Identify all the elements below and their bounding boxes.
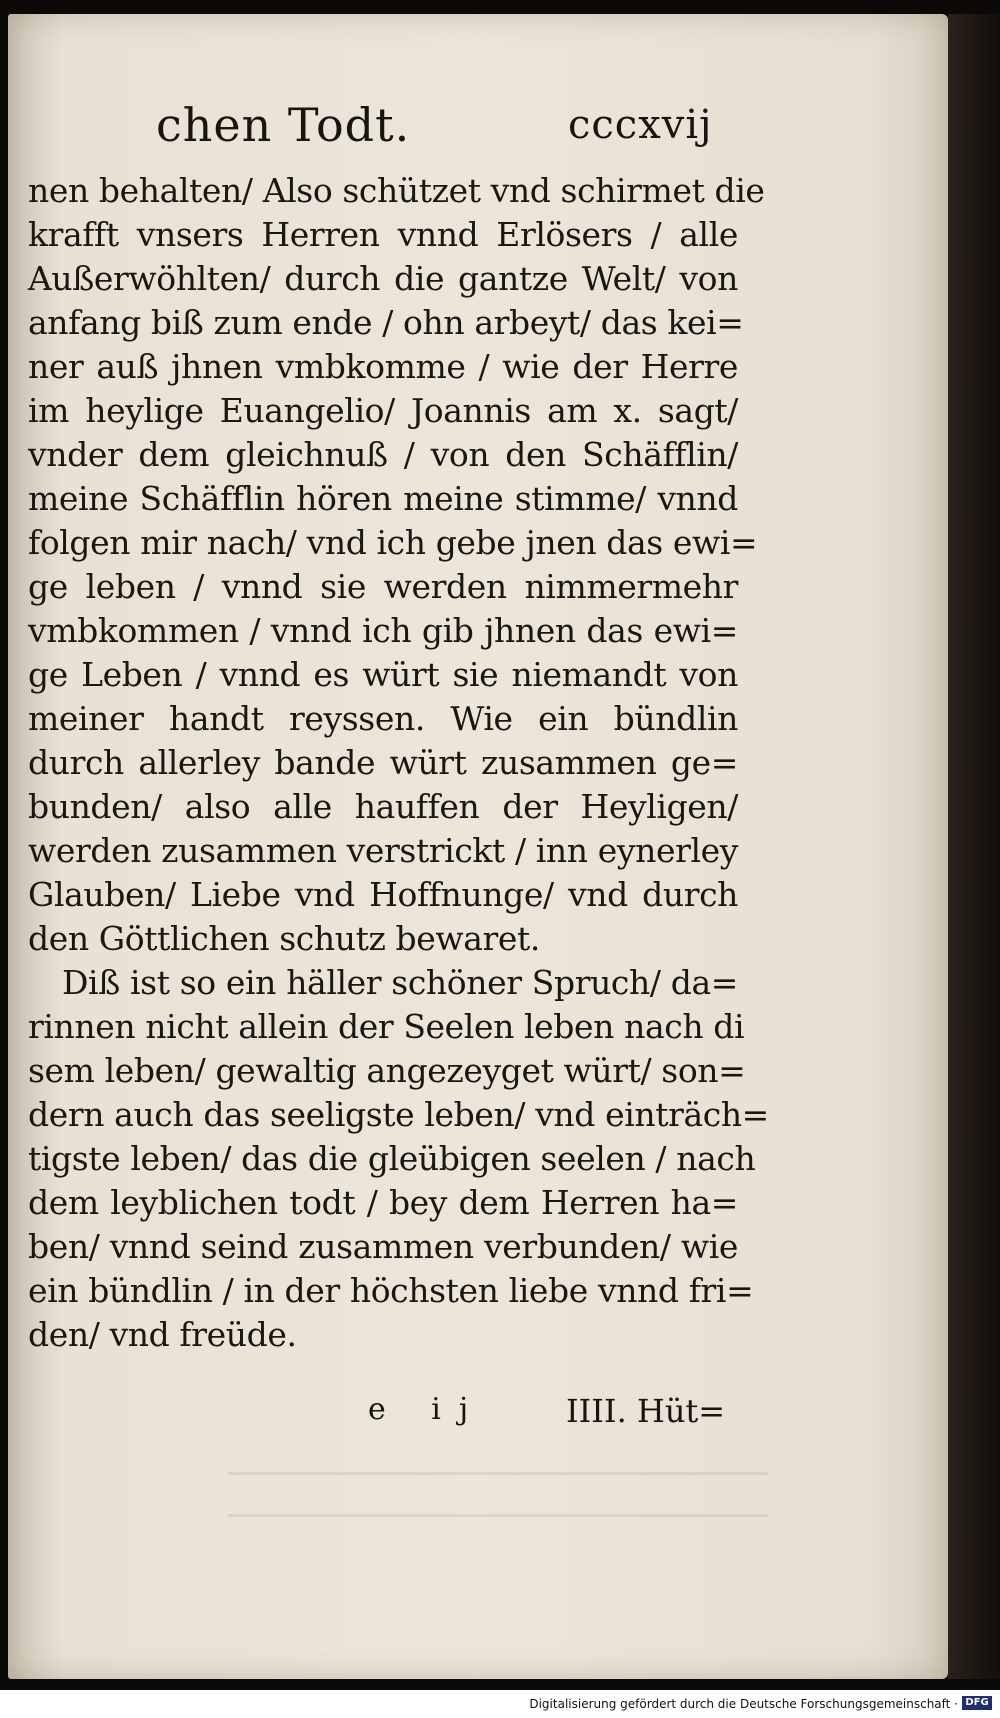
book-page <box>8 14 948 1679</box>
text-line: werden zusammen verstrickt / inn eynerley <box>28 831 738 870</box>
text-line: den/ vnd freüde. <box>28 1315 297 1354</box>
page-footer <box>8 1392 948 1442</box>
text-line: Diß ist so ein häller schöner Spruch/ da= <box>62 963 738 1002</box>
text-line: dem leyblichen todt / bey dem Herren ha= <box>28 1183 738 1222</box>
text-line: Glauben/ Liebe vnd Hoffnunge/ vnd durch <box>28 875 738 914</box>
text-line: bunden/ also alle hauffen der Heyligen/ <box>28 787 738 826</box>
text-line: Außerwöhlten/ durch die gantze Welt/ von <box>28 259 738 298</box>
page-header <box>8 98 948 168</box>
folio-number: cccxvij <box>568 102 713 148</box>
text-line: ge leben / vnnd sie werden nimmermehr <box>28 567 738 606</box>
book-edge <box>948 14 1000 1679</box>
dfg-logo: DFG <box>962 1696 992 1710</box>
text-line: vnder dem gleichnuß / von den Schäfflin/ <box>28 435 738 474</box>
text-line: meiner handt reyssen. Wie ein bündlin <box>28 699 738 738</box>
text-line: ein bündlin / in der höchsten liebe vnnd fri= <box>28 1271 754 1310</box>
text-line: den Göttlichen schutz bewaret. <box>28 919 540 958</box>
text-line: anfang biß zum ende / ohn arbeyt/ das kei= <box>28 303 744 342</box>
text-line: im heylige Euangelio/ Joannis am x. sagt/ <box>28 391 738 430</box>
text-line: dern auch das seeligste leben/ vnd einträch= <box>28 1095 769 1134</box>
running-head: chen Todt. <box>156 98 411 152</box>
text-line: ben/ vnnd seind zusammen verbunden/ wie <box>28 1227 738 1266</box>
text-line: nen behalten/ Also schützet vnd schirmet die <box>28 171 765 210</box>
text-line: tigste leben/ das die gleübigen seelen / nach <box>28 1139 756 1178</box>
catchword: IIII. Hüt= <box>566 1392 726 1430</box>
text-line: sem leben/ gewaltig angezeyget würt/ son= <box>28 1051 746 1090</box>
text-line: vmbkommen / vnnd ich gib jhnen das ewi= <box>28 611 738 650</box>
text-line: krafft vnsers Herren vnnd Erlösers / alle <box>28 215 738 254</box>
text-line: folgen mir nach/ vnd ich gebe jnen das ewi= <box>28 523 758 562</box>
text-line: ge Leben / vnnd es würt sie niemandt von <box>28 655 738 694</box>
text-line: durch allerley bande würt zusammen ge= <box>28 743 738 782</box>
text-line: ner auß jhnen vmbkomme / wie der Herre <box>28 347 738 386</box>
body-text <box>28 169 769 1357</box>
text-line: meine Schäfflin hören meine stimme/ vnnd <box>28 479 738 518</box>
show-through <box>228 1454 768 1544</box>
text-line: rinnen nicht allein der Seelen leben nach di <box>28 1007 745 1046</box>
signature-mark: e ij <box>368 1392 487 1427</box>
credit-text: Digitalisierung gefördert durch die Deutsche Forschungsgemeinschaft · <box>529 1697 958 1711</box>
